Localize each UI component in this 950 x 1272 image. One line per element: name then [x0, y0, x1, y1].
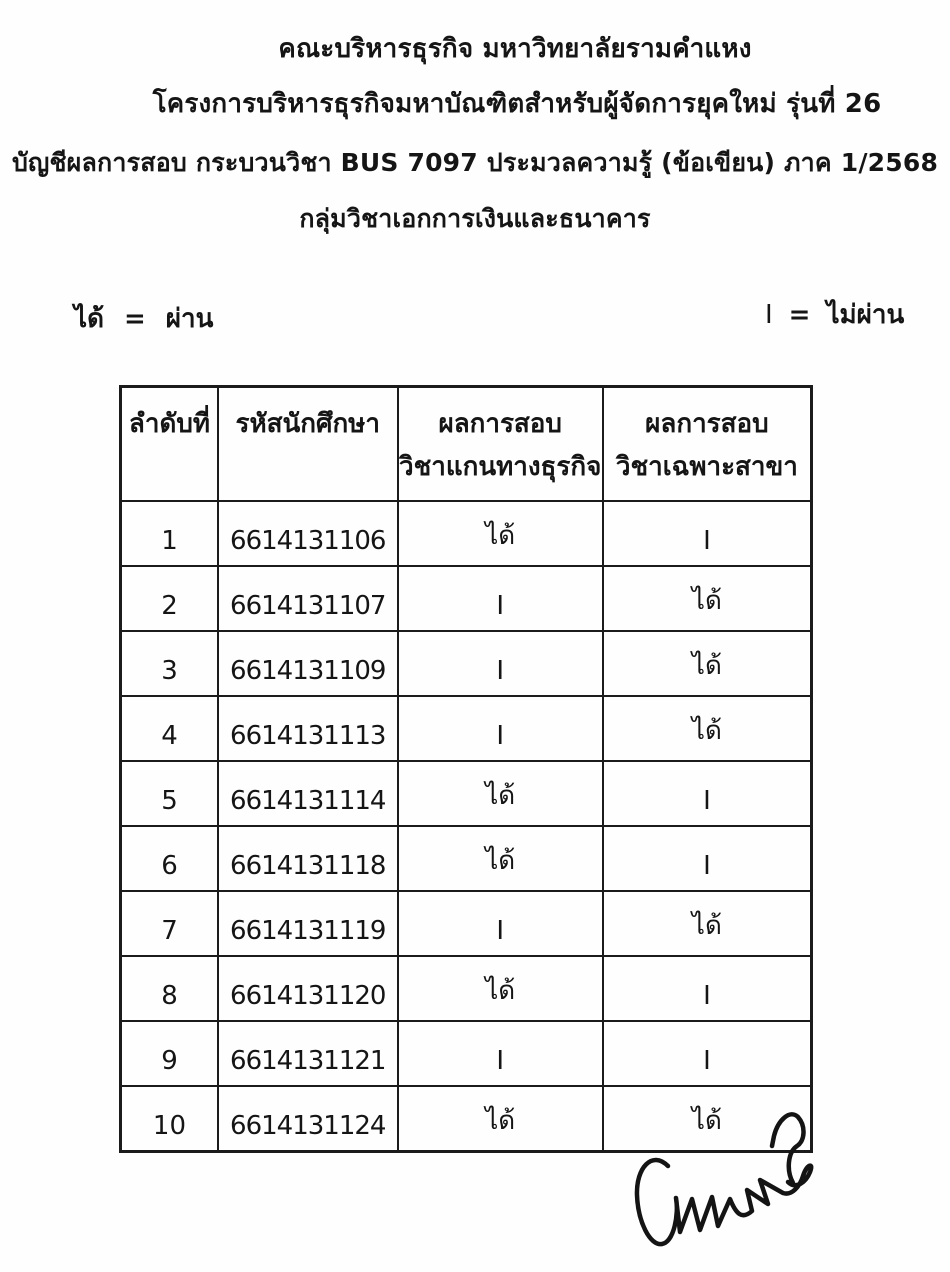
student-id: 6614131113 — [218, 696, 398, 761]
core-exam-result: I — [398, 566, 603, 631]
major-group-title: กลุ่มวิชาเอกการเงินและธนาคาร — [299, 204, 651, 233]
core-exam-result: I — [398, 1021, 603, 1086]
header-student-id: รหัสนักศึกษา — [218, 387, 398, 502]
row-number: 4 — [121, 696, 218, 761]
core-exam-result: I — [398, 631, 603, 696]
student-id: 6614131120 — [218, 956, 398, 1021]
core-exam-result: ได้ — [398, 1086, 603, 1151]
student-id: 6614131109 — [218, 631, 398, 696]
header-row-number: ลำดับที่ — [121, 387, 218, 502]
student-id: 6614131114 — [218, 761, 398, 826]
major-exam-result: ได้ — [603, 891, 812, 956]
fail-symbol: I — [765, 300, 773, 330]
major-exam-result: I — [603, 761, 812, 826]
exam-record-title: บัญชีผลการสอบ กระบวนวิชา BUS 7097 ประมวลความรู้ (ข้อเขียน) ภาค 1/2568 — [11, 148, 939, 177]
table-row — [121, 956, 812, 1021]
core-exam-result: ได้ — [398, 826, 603, 891]
core-exam-result: ได้ — [398, 501, 603, 566]
table-row — [121, 891, 812, 956]
header-core-exam-result — [398, 387, 603, 502]
major-exam-result: I — [603, 826, 812, 891]
header-core-line2: วิชาแกนทางธุรกิจ — [399, 452, 602, 482]
table-header — [121, 387, 812, 502]
student-id: 6614131107 — [218, 566, 398, 631]
major-exam-result: I — [603, 501, 812, 566]
major-exam-result: I — [603, 1021, 812, 1086]
legend — [0, 294, 950, 334]
major-exam-result: ได้ — [603, 1086, 812, 1151]
row-number: 9 — [121, 1021, 218, 1086]
major-exam-result: ได้ — [603, 631, 812, 696]
legend-pass — [74, 298, 213, 339]
table-row — [121, 761, 812, 826]
table-row — [121, 696, 812, 761]
equals-sign: = — [123, 304, 146, 334]
equals-sign: = — [788, 300, 811, 330]
core-exam-result: ได้ — [398, 956, 603, 1021]
row-number: 10 — [121, 1086, 218, 1151]
faculty-title: คณะบริหารธุรกิจ มหาวิทยาลัยรามคำแหง — [278, 34, 752, 64]
major-exam-result: ได้ — [603, 566, 812, 631]
student-id: 6614131124 — [218, 1086, 398, 1151]
table-row — [121, 826, 812, 891]
core-exam-result: ได้ — [398, 761, 603, 826]
row-number: 5 — [121, 761, 218, 826]
table-row — [121, 566, 812, 631]
header-major-line1: ผลการสอบ — [645, 409, 769, 439]
legend-fail — [765, 294, 904, 335]
header-row — [121, 387, 812, 502]
pass-symbol: ได้ — [74, 304, 104, 334]
row-number: 8 — [121, 956, 218, 1021]
major-exam-result: ได้ — [603, 696, 812, 761]
row-number: 3 — [121, 631, 218, 696]
row-number: 1 — [121, 501, 218, 566]
header-major-exam-result — [603, 387, 812, 502]
row-number: 7 — [121, 891, 218, 956]
core-exam-result: I — [398, 696, 603, 761]
fail-label: ไม่ผ่าน — [826, 300, 905, 330]
student-id: 6614131121 — [218, 1021, 398, 1086]
exam-results-table — [119, 385, 813, 1153]
header-core-line1: ผลการสอบ — [438, 409, 562, 439]
header-major-line2: วิชาเฉพาะสาขา — [615, 452, 798, 482]
student-id: 6614131118 — [218, 826, 398, 891]
table-body — [121, 501, 812, 1151]
row-number: 6 — [121, 826, 218, 891]
row-number: 2 — [121, 566, 218, 631]
program-title: โครงการบริหารธุรกิจมหาบัณฑิตสำหรับผู้จัดการยุคใหม่ รุ่นที่ 26 — [152, 89, 882, 119]
student-id: 6614131119 — [218, 891, 398, 956]
table-row — [121, 1021, 812, 1086]
core-exam-result: I — [398, 891, 603, 956]
table-row — [121, 631, 812, 696]
table-row — [121, 501, 812, 566]
pass-label: ผ่าน — [165, 304, 214, 334]
signature — [615, 1085, 825, 1255]
major-exam-result: I — [603, 956, 812, 1021]
student-id: 6614131106 — [218, 501, 398, 566]
